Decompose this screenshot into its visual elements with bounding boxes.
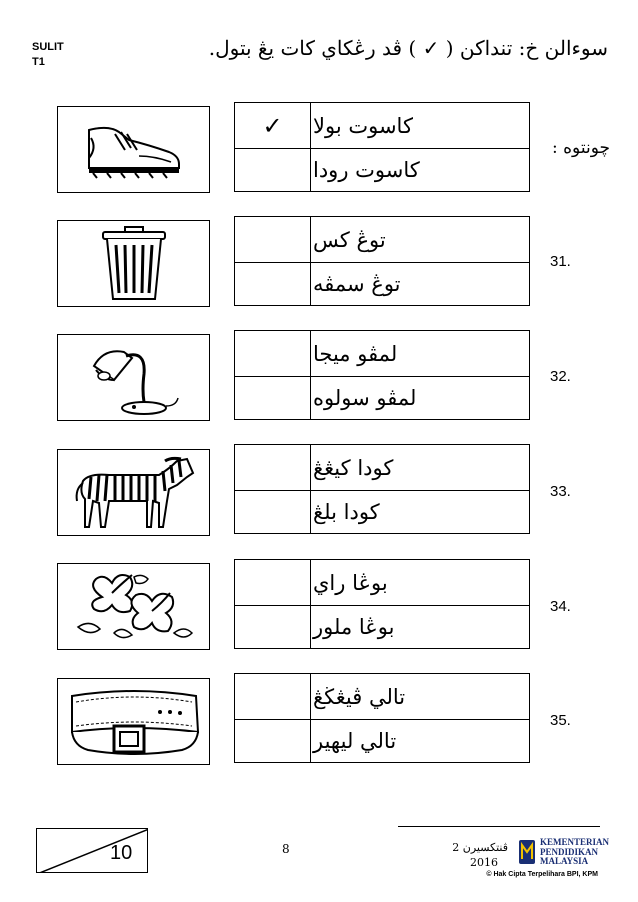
q34-option-1: بوڠا راي [313, 570, 388, 595]
question-number-35: 35. [550, 712, 571, 729]
q34-tick-cell-1[interactable] [235, 560, 311, 605]
copyright-text: © Hak Cipta Terpelihara BPI, KPM [486, 871, 598, 878]
exam-title: ڤنتکسيرن 2 [452, 841, 508, 854]
q32-option-2: لمڤو سولوه [313, 385, 417, 410]
q33-tick-cell-1[interactable] [235, 445, 311, 490]
question-33-answer-box [234, 444, 530, 534]
question-35-answer-box [234, 673, 530, 763]
question-33-image-box [57, 449, 210, 536]
option-row [235, 445, 529, 491]
zebra-icon [69, 455, 199, 531]
q33-tick-cell-2[interactable] [235, 489, 311, 534]
example-tick-cell-2[interactable] [235, 147, 311, 192]
q33-option-1: كودا كيڠڠ [313, 455, 394, 480]
question-32-answer-box [234, 330, 530, 420]
q34-option-2: بوڠا ملور [313, 614, 395, 639]
question-number-32: 32. [550, 368, 571, 385]
question-instruction: سوءالن خ: تنداكن ( ✓ ) ڤد رڠكاي كات يڠ بتول. [208, 36, 608, 60]
q31-tick-cell-1[interactable] [235, 217, 311, 262]
kpm-line-1: KEMENTERIAN [540, 837, 610, 847]
q35-tick-cell-1[interactable] [235, 674, 311, 719]
question-32-image-box [57, 334, 210, 421]
q35-tick-cell-2[interactable] [235, 718, 311, 763]
question-number-31: 31. [550, 253, 571, 270]
example-option-1: كاسوت بولا [313, 113, 413, 138]
question-35-image-box [57, 678, 210, 765]
page-number: 8 [282, 842, 290, 856]
question-number-34: 34. [550, 598, 571, 615]
q31-tick-cell-2[interactable] [235, 261, 311, 306]
belt-icon [64, 684, 204, 760]
kpm-logo-text [540, 838, 609, 867]
option-row [235, 375, 529, 420]
option-row [235, 718, 529, 763]
question-31-answer-box [234, 216, 530, 306]
example-option-2: كاسوت رودا [313, 157, 420, 182]
kpm-line-2: PENDIDIKAN [540, 846, 599, 857]
q32-option-1: لمڤو ميجا [313, 341, 398, 366]
paper-code: T1 [32, 56, 45, 68]
q32-tick-cell-2[interactable] [235, 375, 311, 420]
q31-option-1: توڠ كس [313, 227, 386, 252]
footer-divider [398, 826, 600, 827]
hibiscus-icon [74, 567, 194, 647]
question-31-image-box [57, 220, 210, 307]
sulit-text: SULIT [32, 41, 64, 53]
q33-option-2: كودا بلڠ [313, 499, 380, 524]
desk-lamp-icon [84, 340, 184, 416]
option-row [235, 674, 529, 720]
kpm-logo-icon [518, 839, 536, 865]
trash-bin-icon [99, 225, 169, 303]
option-row [235, 560, 529, 606]
example-label: چونتوه : [552, 138, 610, 158]
example-tick-cell-1[interactable]: ✓ [235, 103, 311, 148]
option-row [235, 604, 529, 649]
kpm-line-3: MALAYSIA [540, 856, 589, 866]
q35-option-1: تالي ڤيڠڬڠ [313, 684, 406, 709]
exam-year: 2016 [470, 856, 498, 869]
option-row [235, 261, 529, 306]
q35-option-2: تالي ليهير [313, 728, 397, 753]
option-row [235, 331, 529, 377]
sulit-label [32, 40, 64, 70]
option-row [235, 217, 529, 263]
q32-tick-cell-1[interactable] [235, 331, 311, 376]
example-answer-box [234, 102, 530, 192]
example-option-row [235, 103, 529, 149]
q34-tick-cell-2[interactable] [235, 604, 311, 649]
question-number-33: 33. [550, 483, 571, 500]
shoe-icon [79, 120, 189, 180]
example-option-row [235, 147, 529, 192]
question-34-image-box [57, 563, 210, 650]
option-row [235, 489, 529, 534]
q31-option-2: توڠ سمڤه [313, 271, 401, 296]
question-34-answer-box [234, 559, 530, 649]
total-score: 10 [110, 842, 133, 864]
example-image-box [57, 106, 210, 193]
